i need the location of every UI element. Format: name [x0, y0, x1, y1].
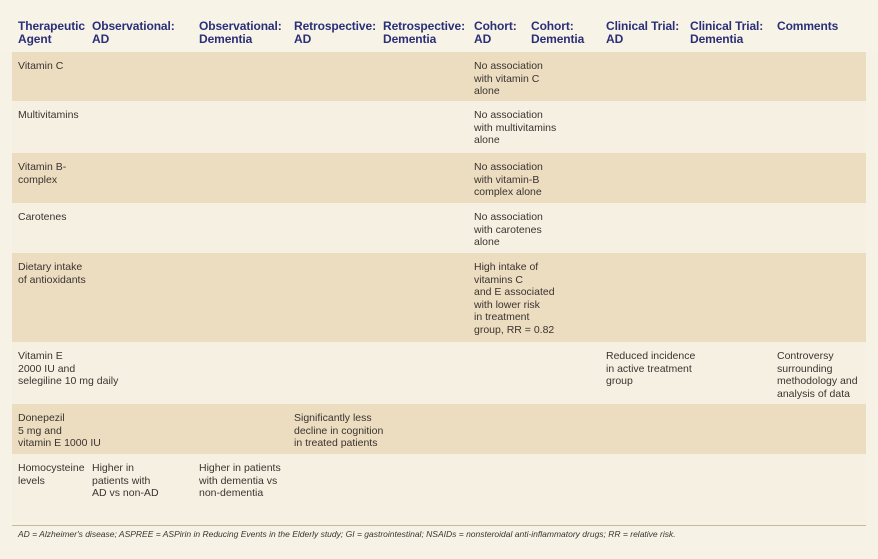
header-cohort-ad: Cohort: AD: [474, 19, 517, 46]
footnote-divider: [12, 525, 866, 526]
cell-cohort-ad: No association with vitamin C alone: [474, 60, 543, 98]
table-row: [12, 404, 866, 454]
header-clinical-trial-dementia: Clinical Trial: Dementia: [690, 19, 764, 46]
header-cohort-dementia: Cohort: Dementia: [531, 19, 585, 46]
cell-agent: Dietary intake of antioxidants: [18, 261, 86, 286]
cell-agent: Homocysteine levels: [18, 462, 85, 487]
cell-agent: Carotenes: [18, 211, 67, 223]
cell-observational-dementia: Higher in patients with dementia vs non-dementia: [199, 462, 281, 500]
header-comments: Comments: [777, 19, 839, 33]
table-row: [12, 101, 866, 153]
cell-agent: Donepezil 5 mg and vitamin E 1000 IU: [18, 412, 101, 450]
table-row: [12, 203, 866, 253]
cell-clinical-trial-ad: Reduced incidence in active treatment group: [606, 350, 696, 388]
table-row: [12, 153, 866, 203]
table-row: [12, 342, 866, 404]
cell-comments: Controversy surrounding methodology and analysis of data: [777, 350, 858, 400]
cell-agent: Vitamin C: [18, 60, 64, 72]
header-clinical-trial-ad: Clinical Trial: AD: [606, 19, 680, 46]
table-row: [12, 454, 866, 522]
header-retrospective-dementia: Retrospective: Dementia: [383, 19, 465, 46]
cell-cohort-ad: No association with carotenes alone: [474, 211, 543, 249]
header-therapeutic-agent: Therapeutic Agent: [18, 19, 85, 46]
table-row: [12, 52, 866, 101]
cell-observational-ad: Higher in patients with AD vs non-AD: [92, 462, 159, 500]
cell-agent: Vitamin B- complex: [18, 161, 67, 186]
table-row: [12, 253, 866, 342]
cell-cohort-ad: No association with vitamin-B complex alone: [474, 161, 543, 199]
header-observational-dementia: Observational: Dementia: [199, 19, 282, 46]
cell-retrospective-ad: Significantly less decline in cognition in treated patients: [294, 412, 384, 450]
table-header: [0, 0, 878, 52]
cell-cohort-ad: High intake of vitamins C and E associated with lower risk in treatment group, RR = 0.82: [474, 261, 555, 336]
cell-agent: Vitamin E 2000 IU and selegiline 10 mg daily: [18, 350, 119, 388]
cell-agent: Multivitamins: [18, 109, 79, 121]
header-observational-ad: Observational: AD: [92, 19, 175, 46]
header-retrospective-ad: Retrospective: AD: [294, 19, 376, 46]
cell-cohort-ad: No association with multivitamins alone: [474, 109, 557, 147]
table-footnote: AD = Alzheimer's disease; ASPREE = ASPirin in Reducing Events in the Elderly study; GI = gastrointestinal; NSAIDs = nonsteroidal anti-inflammatory drugs; RR = relative risk.: [18, 529, 676, 539]
